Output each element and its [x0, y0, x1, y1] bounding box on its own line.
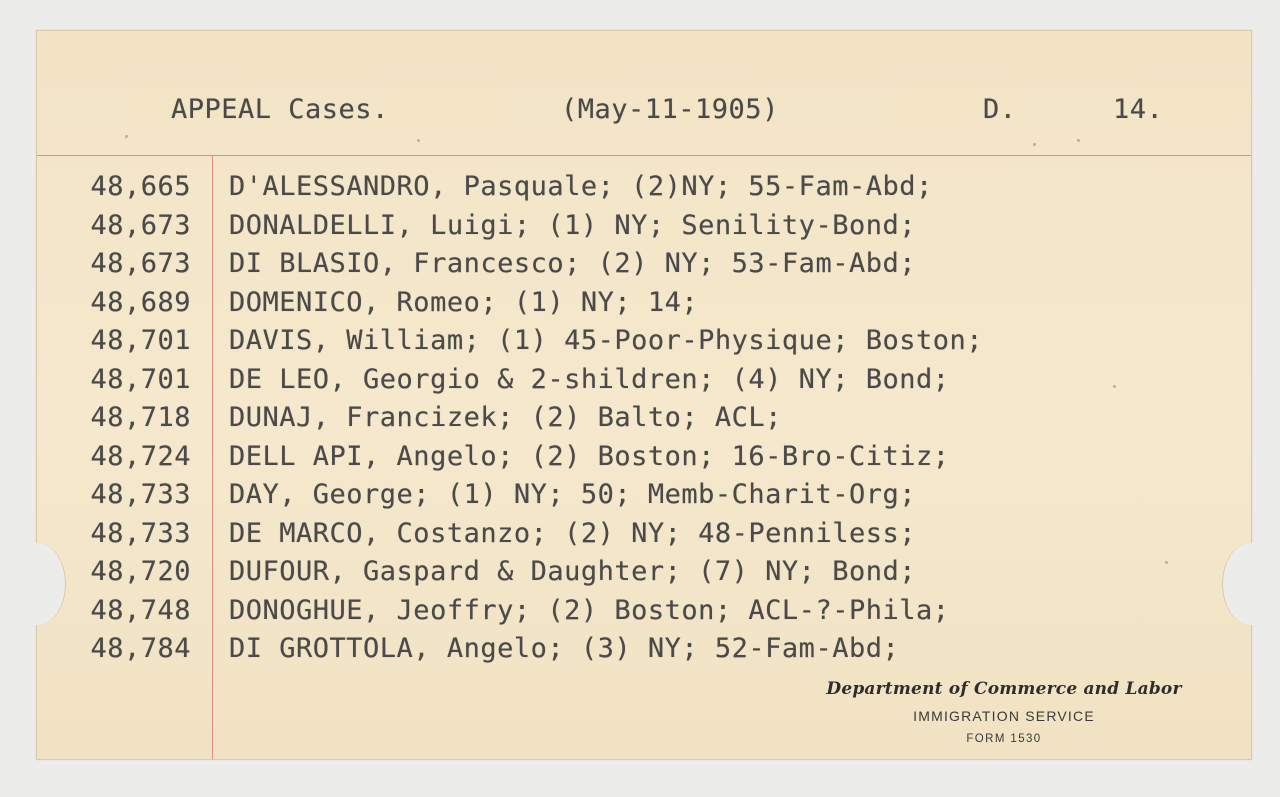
case-row: [37, 595, 1251, 634]
case-number: 48,689: [90, 286, 191, 318]
case-row: [37, 171, 1251, 210]
case-number: 48,718: [90, 402, 191, 433]
case-entry: DI GROTTOLA, Angelo; (3) NY; 52-Fam-Abd;: [229, 633, 900, 664]
case-number: 48,665: [90, 171, 191, 202]
case-entry: DAY, George; (1) NY; 50; Memb-Charit-Org;: [229, 479, 916, 510]
case-number: 48,733: [90, 517, 191, 549]
case-number: 48,673: [90, 248, 191, 279]
case-row: [37, 441, 1251, 480]
case-row: [37, 364, 1251, 403]
case-row: [37, 248, 1251, 287]
case-row: [37, 325, 1251, 364]
case-number: 48,733: [90, 479, 191, 510]
case-number: 48,720: [90, 556, 191, 587]
case-row: [37, 479, 1251, 518]
case-row: [37, 556, 1251, 595]
paper-speck: [417, 139, 420, 142]
case-number: 48,701: [90, 363, 191, 395]
card-date: (May-11-1905): [561, 94, 779, 125]
card-number: 14.: [1113, 94, 1164, 125]
case-number: 48,701: [90, 325, 191, 356]
case-entry: DUFOUR, Gaspard & Daughter; (7) NY; Bond;: [229, 556, 916, 587]
form-number: FORM 1530: [966, 733, 1042, 745]
case-row: [37, 518, 1251, 557]
case-entry: DOMENICO, Romeo; (1) NY; 14;: [229, 286, 699, 318]
case-row: [37, 287, 1251, 326]
paper-speck: [1113, 385, 1116, 388]
case-row: [37, 402, 1251, 441]
case-number: 48,673: [90, 209, 191, 241]
case-entry: DUNAJ, Francizek; (2) Balto; ACL;: [229, 402, 782, 433]
case-entry: DE LEO, Georgio & 2-shildren; (4) NY; Bond;: [229, 363, 950, 395]
case-number: 48,724: [90, 440, 191, 472]
case-entry: DONALDELLI, Luigi; (1) NY; Senility-Bond;: [229, 209, 916, 241]
case-number: 48,784: [90, 633, 191, 664]
header-rule: [37, 155, 1251, 156]
case-entry: D'ALESSANDRO, Pasquale; (2)NY; 55-Fam-Abd;: [229, 171, 933, 202]
paper-speck: [1165, 561, 1168, 564]
case-row: [37, 210, 1251, 249]
case-row: [37, 633, 1251, 672]
case-entry: DAVIS, William; (1) 45-Poor-Physique; Boston;: [229, 325, 983, 356]
card-title: APPEAL Cases.: [171, 94, 389, 125]
case-entry: DONOGHUE, Jeoffry; (2) Boston; ACL-?-Phila;: [229, 594, 950, 626]
case-entry: DE MARCO, Costanzo; (2) NY; 48-Penniless;: [229, 517, 916, 549]
case-entry: DELL API, Angelo; (2) Boston; 16-Bro-Citiz;: [229, 440, 950, 472]
card-letter: D.: [983, 94, 1017, 125]
index-card: [36, 30, 1252, 760]
case-number: 48,748: [90, 594, 191, 626]
service-name: IMMIGRATION SERVICE: [913, 708, 1095, 724]
paper-speck: [1033, 143, 1036, 146]
case-list: [37, 171, 1251, 672]
paper-speck: [125, 135, 128, 138]
case-entry: DI BLASIO, Francesco; (2) NY; 53-Fam-Abd;: [229, 248, 916, 279]
department-name: Department of Commerce and Labor: [826, 679, 1182, 699]
paper-speck: [1077, 139, 1080, 142]
